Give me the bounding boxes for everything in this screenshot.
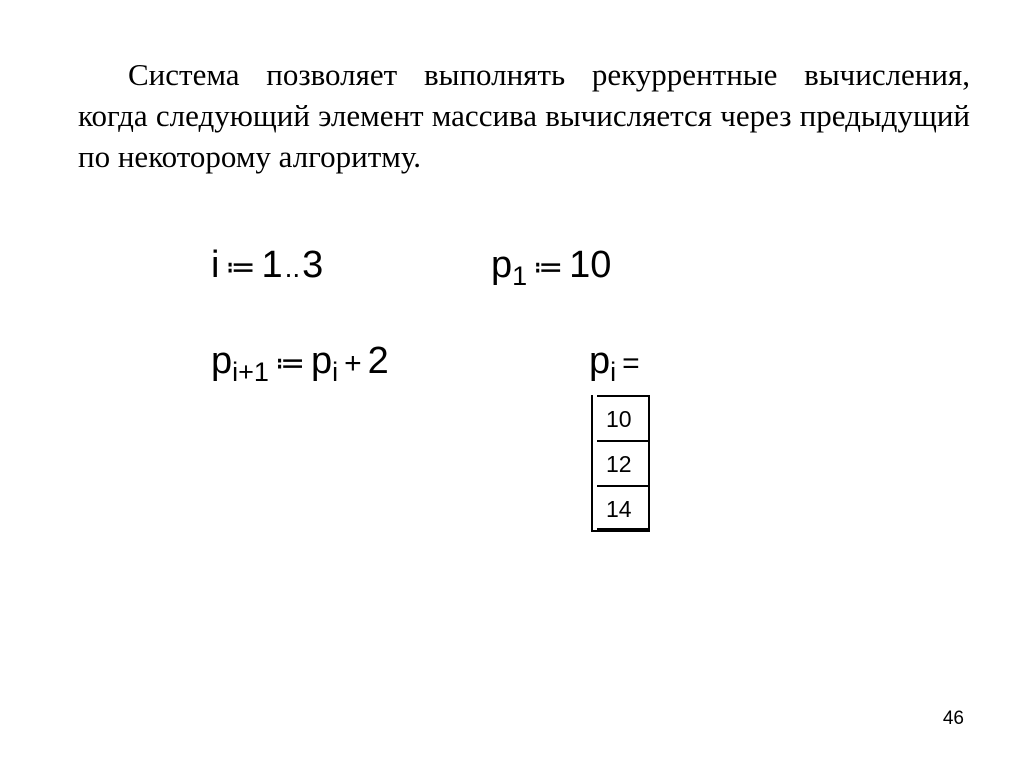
recurrence-rhs-subscript: i bbox=[332, 357, 339, 387]
range-start: 1 bbox=[261, 244, 283, 286]
recurrence-lhs: p bbox=[211, 340, 233, 382]
result-variable: p bbox=[589, 340, 611, 382]
result-subscript: i bbox=[610, 357, 617, 387]
result-cell: 12 bbox=[597, 440, 650, 485]
result-cell: 10 bbox=[597, 395, 650, 440]
init-assign-operator: ≔ bbox=[533, 251, 564, 284]
recurrence-plus-operator: + bbox=[344, 347, 362, 380]
recurrence-rhs: p bbox=[310, 340, 333, 382]
init-value: 10 bbox=[569, 244, 612, 286]
range-variable: i bbox=[211, 244, 220, 286]
range-end: 3 bbox=[302, 244, 324, 286]
range-assign-operator: ≔ bbox=[225, 251, 256, 284]
recurrence-addend: 2 bbox=[367, 340, 389, 382]
initial-value-definition bbox=[491, 244, 612, 291]
result-equals-operator: = bbox=[622, 347, 640, 380]
result-label bbox=[589, 340, 646, 387]
result-cell: 14 bbox=[597, 485, 650, 530]
body-paragraph: Система позволяет выполнять рекуррентные вычисления, когда следующий элемент массива вычисляется через предыдущий по некоторому алгоритму. bbox=[78, 57, 970, 174]
recurrence-assign-operator: ≔ bbox=[274, 347, 305, 380]
page-number: 46 bbox=[942, 708, 964, 729]
range-definition bbox=[211, 246, 323, 284]
init-subscript: 1 bbox=[512, 261, 528, 291]
range-dots: .. bbox=[284, 252, 301, 283]
recurrence-lhs-subscript: i+1 bbox=[232, 357, 269, 387]
recurrence-formula bbox=[211, 340, 389, 387]
init-variable: p bbox=[491, 244, 513, 286]
result-table bbox=[591, 395, 650, 532]
